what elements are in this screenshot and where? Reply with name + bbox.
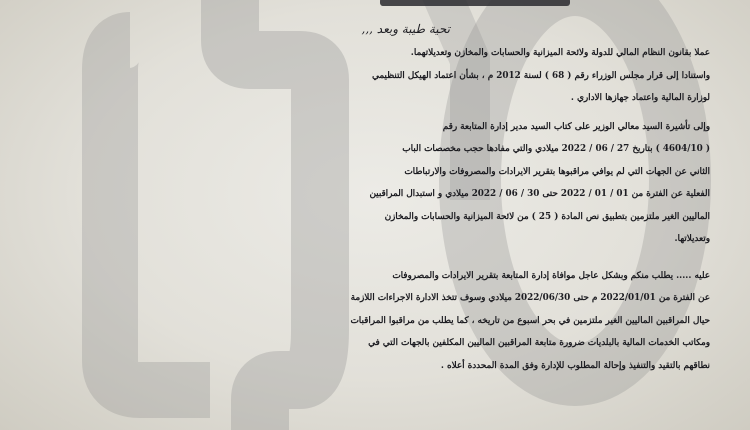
text-line: الفعلية عن الفترة من 01 / 01 / 2022 حتى 30 / 06 / 2022 ميلادي و استبدال المراقبين — [369, 189, 710, 199]
paragraph-request — [40, 265, 710, 378]
cropped-header-line — [40, 0, 710, 8]
letter-body — [40, 4, 710, 377]
text-line: عن الفترة من 2022/01/01 م حتى 2022/06/30 ميلادي وسوف تتخذ الادارة الاجراءات اللازمة — [350, 293, 710, 303]
paragraph-directive — [40, 116, 710, 251]
text-line: لوزارة المالية واعتماد جهازها الاداري . — [570, 93, 710, 103]
text-line: واستنادا إلى قرار مجلس الوزراء رقم ( 68 ) لسنة 2012 م ، بشأن اعتماد الهيكل التنظيمي — [372, 70, 710, 81]
text-line: الماليين الغير ملتزمين بتطبيق نص المادة ( 25 ) من لائحة الميزانية والحسابات والمخازن — [384, 211, 710, 222]
text-line: عملا بقانون النظام المالي للدولة ولائحة الميزانية والحسابات والمخازن وتعديلاتهما. — [410, 48, 710, 58]
text-line: نطاقهم بالتقيد والتنفيذ وإحالة المطلوب للإدارة وفق المدة المحددة أعلاه . — [440, 360, 710, 371]
paragraph-law — [40, 42, 710, 65]
text-line: وتعديلاتها. — [674, 234, 710, 244]
text-line: ( 4604/10 ) بتاريخ 27 / 06 / 2022 ميلادي والتي مفادها حجب مخصصات الباب — [402, 144, 710, 154]
text-line: حيال المراقبين الماليين الغير ملتزمين في بحر اسبوع من تاريخه ، كما يطلب من مراقبوا المراقبات — [350, 315, 710, 326]
text-line: الثاني عن الجهات التي لم يوافي مراقبوها بتقرير الايرادات والمصروفات والارتباطات — [404, 166, 710, 177]
text-line: وإلى تأشيرة السيد معالي الوزير على كتاب السيد مدير إدارة المتابعة رقم — [442, 121, 710, 132]
text-line: ومكاتب الخدمات المالية بالبلديات ضرورة متابعة المراقبين الماليين المكلفين بالجهات التي في — [368, 338, 710, 348]
text-line: عليه ..... يطلب منكم وبشكل عاجل موافاة إدارة المتابعة بتقرير الايرادات والمصروفات — [392, 270, 710, 281]
greeting: تحية طيبة وبعد ,,, — [361, 22, 450, 36]
paragraph-decree — [40, 65, 710, 110]
